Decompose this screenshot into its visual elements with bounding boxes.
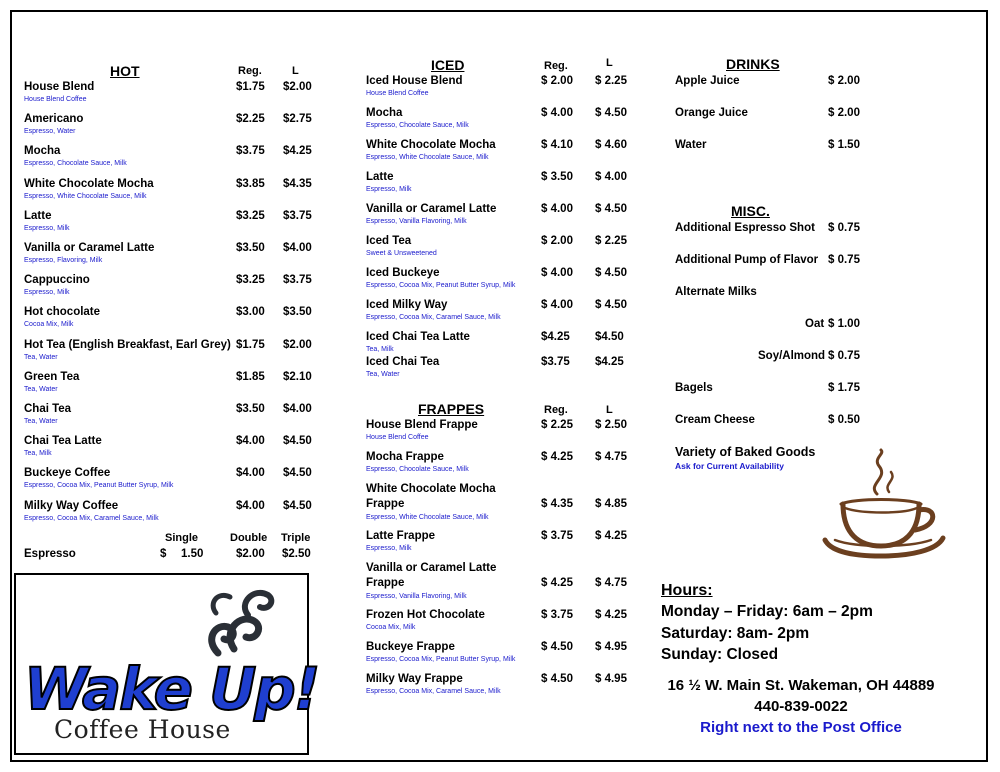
- menu-item: [24, 274, 333, 302]
- large-price: $4.50: [283, 499, 312, 512]
- large-price: $ 4.95: [595, 641, 627, 653]
- frappes-col-large: L: [606, 404, 613, 416]
- menu-item: [366, 171, 645, 199]
- menu-item-name: White Chocolate Mocha: [366, 139, 496, 151]
- misc-oat-name: Oat: [805, 318, 825, 330]
- menu-item-ingredients: Espresso, Chocolate Sauce, Milk: [366, 466, 469, 473]
- hot-col-large: L: [292, 65, 299, 77]
- large-price: $ 4.85: [595, 498, 627, 510]
- menu-item-ingredients: Espresso, Cocoa Mix, Caramel Sauce, Milk: [24, 514, 159, 522]
- regular-price: $4.00: [236, 499, 265, 512]
- hours-weekdays: Monday – Friday: 6am – 2pm: [661, 603, 873, 620]
- menu-item-name: House Blend Frappe: [366, 419, 478, 431]
- menu-item-ingredients: Espresso, Vanilla Flavoring, Milk: [366, 218, 467, 225]
- large-price: $ 2.25: [595, 75, 627, 87]
- large-price: $ 4.00: [595, 171, 627, 183]
- menu-item-ingredients: Espresso, Milk: [366, 545, 412, 552]
- regular-price: $2.25: [236, 113, 265, 126]
- hours-title: Hours:: [661, 582, 713, 599]
- menu-item-name: Chai Tea Latte: [24, 435, 102, 448]
- regular-price: $1.75: [236, 338, 265, 351]
- regular-price: $ 4.00: [541, 267, 573, 279]
- regular-price: $3.50: [236, 403, 265, 415]
- logo-subtitle: Coffee House: [54, 715, 231, 744]
- menu-item-ingredients: House Blend Coffee: [24, 96, 87, 103]
- steam-swirl-icon: [198, 583, 278, 657]
- regular-price: $3.25: [236, 209, 265, 222]
- menu-item-name: Iced Chai Tea: [366, 356, 440, 368]
- menu-item-name: Vanilla or Caramel Latte: [366, 203, 497, 215]
- menu-item-ingredients: Tea, Water: [366, 371, 400, 378]
- large-price: $4.50: [283, 467, 312, 480]
- menu-item: [366, 267, 645, 295]
- menu-item-name: Hot chocolate: [24, 306, 101, 319]
- large-price: $ 4.50: [595, 203, 627, 215]
- menu-item-ingredients: Espresso, Cocoa Mix, Caramel Sauce, Milk: [366, 688, 501, 695]
- regular-price: $ 3.75: [541, 609, 573, 621]
- regular-price: $ 4.35: [541, 498, 573, 510]
- regular-price: $ 4.50: [541, 641, 573, 653]
- large-price: $ 4.95: [595, 673, 627, 685]
- large-price: $ 2.25: [595, 235, 627, 247]
- menu-item-ingredients: Espresso, Water: [24, 128, 76, 136]
- regular-price: $4.00: [236, 467, 265, 480]
- logo-wordmark: Wake Up!: [24, 655, 319, 723]
- menu-item: [366, 139, 645, 167]
- menu-item-ingredients: Tea, Water: [24, 385, 58, 393]
- misc-flavor-pump-price: $ 0.75: [828, 254, 860, 266]
- logo-box: [14, 573, 319, 755]
- menu-item-ingredients: Tea, Water: [24, 418, 58, 425]
- landmark-note: Right next to the Post Office: [700, 719, 902, 736]
- drink-name: Apple Juice: [675, 75, 740, 87]
- menu-item-ingredients: Tea, Milk: [366, 346, 394, 353]
- menu-item: [366, 641, 645, 669]
- espresso-col-triple: Triple: [281, 532, 311, 544]
- menu-item: [24, 371, 333, 399]
- large-price: $ 4.75: [595, 577, 627, 589]
- hours-sunday: Sunday: Closed: [661, 646, 779, 663]
- large-price: $ 4.25: [595, 530, 627, 542]
- regular-price: $3.85: [236, 177, 265, 190]
- menu-item: [366, 203, 645, 231]
- large-price: $4.25: [283, 145, 312, 158]
- menu-item-name: Hot Tea (English Breakfast, Earl Grey): [24, 338, 231, 351]
- menu-item-name-line2: Frappe: [366, 577, 405, 589]
- misc-cream-cheese-price: $ 0.50: [828, 414, 860, 426]
- espresso-single-price: 1.50: [181, 548, 204, 560]
- large-price: $4.50: [595, 331, 624, 343]
- menu-item-name: White Chocolate Mocha: [24, 177, 154, 190]
- regular-price: $3.50: [236, 242, 265, 254]
- menu-item-name: Iced Chai Tea Latte: [366, 331, 470, 343]
- large-price: $ 4.75: [595, 451, 627, 463]
- regular-price: $ 4.25: [541, 451, 573, 463]
- menu-item: [366, 562, 645, 606]
- regular-price: $4.00: [236, 435, 265, 448]
- menu-item: [24, 178, 333, 206]
- menu-item-name: Latte Frappe: [366, 530, 436, 542]
- menu-item: [366, 331, 645, 359]
- phone-number: 440-839-0022: [754, 698, 848, 715]
- misc-alt-milks-label: Alternate Milks: [675, 286, 757, 298]
- regular-price: $ 4.10: [541, 139, 573, 151]
- regular-price: $1.85: [236, 370, 265, 383]
- frappes-col-reg: Reg.: [544, 404, 568, 416]
- menu-item: [366, 419, 645, 447]
- menu-item-ingredients: Espresso, Vanilla Flavoring, Milk: [366, 593, 467, 600]
- menu-item-name: Mocha Frappe: [366, 451, 444, 463]
- menu-item-name: Milky Way Coffee: [24, 499, 119, 512]
- drink-name: Water: [675, 139, 707, 151]
- menu-item-name: White Chocolate Mocha: [366, 483, 496, 495]
- hot-header: HOT: [110, 63, 140, 79]
- large-price: $4.35: [283, 177, 312, 190]
- misc-espresso-shot-price: $ 0.75: [828, 222, 860, 234]
- menu-item: [366, 609, 645, 637]
- espresso-name: Espresso: [24, 548, 76, 560]
- menu-item: [24, 306, 333, 334]
- menu-item: [24, 145, 333, 173]
- menu-item-name: Iced House Blend: [366, 75, 463, 87]
- espresso-dollar: $: [160, 548, 167, 560]
- frappes-header: FRAPPES: [418, 401, 485, 417]
- large-price: $2.00: [283, 81, 312, 93]
- menu-item-ingredients: Espresso, Milk: [24, 289, 70, 297]
- regular-price: $ 4.00: [541, 107, 573, 119]
- large-price: $ 4.50: [595, 107, 627, 119]
- regular-price: $ 2.00: [541, 75, 573, 87]
- regular-price: $ 4.00: [541, 299, 573, 311]
- menu-item-ingredients: Espresso, Cocoa Mix, Peanut Butter Syrup, Milk: [366, 656, 516, 663]
- menu-item-name: Milky Way Frappe: [366, 673, 463, 685]
- menu-item: [366, 235, 645, 263]
- regular-price: $3.25: [236, 274, 265, 287]
- regular-price: $ 3.50: [541, 171, 573, 183]
- misc-espresso-shot-name: Additional Espresso Shot: [675, 222, 815, 234]
- menu-item-ingredients: Espresso, Chocolate Sauce, Milk: [366, 122, 469, 129]
- menu-item: [24, 500, 333, 528]
- menu-item: [366, 530, 645, 558]
- menu-item: [366, 483, 645, 527]
- misc-soy-price: $ 0.75: [828, 350, 860, 362]
- menu-item-ingredients: Tea, Milk: [24, 450, 52, 458]
- large-price: $3.75: [283, 209, 312, 222]
- menu-item-ingredients: House Blend Coffee: [366, 90, 429, 97]
- menu-item-name: Vanilla or Caramel Latte: [366, 562, 497, 574]
- menu-item-name: Cappuccino: [24, 274, 90, 287]
- menu-item: [366, 299, 645, 327]
- coffee-cup-icon: [815, 448, 950, 560]
- menu-item-name: Buckeye Frappe: [366, 641, 455, 653]
- menu-item: [24, 210, 333, 238]
- regular-price: $ 4.25: [541, 577, 573, 589]
- menu-item-name: Buckeye Coffee: [24, 467, 111, 480]
- menu-item: [24, 403, 333, 431]
- regular-price: $4.25: [541, 331, 570, 343]
- regular-price: $3.00: [236, 306, 265, 319]
- regular-price: $3.75: [236, 145, 265, 158]
- menu-item-name: Frozen Hot Chocolate: [366, 609, 485, 621]
- large-price: $ 2.50: [595, 419, 627, 431]
- menu-item-ingredients: Espresso, Milk: [24, 224, 70, 232]
- misc-baked-goods: Variety of Baked Goods: [675, 445, 816, 459]
- large-price: $ 4.60: [595, 139, 627, 151]
- espresso-col-double: Double: [230, 532, 268, 544]
- menu-item-ingredients: Sweet & Unsweetened: [366, 250, 437, 257]
- misc-soy-name: Soy/Almond: [758, 350, 826, 362]
- menu-item-name: Green Tea: [24, 370, 80, 383]
- menu-item-name: House Blend: [24, 81, 95, 93]
- drink-price: $ 2.00: [828, 107, 860, 119]
- iced-col-reg: Reg.: [544, 60, 568, 72]
- menu-item: [366, 75, 645, 103]
- large-price: $3.50: [283, 306, 312, 319]
- menu-item: [366, 673, 645, 701]
- menu-item: [24, 467, 333, 495]
- large-price: $4.50: [283, 435, 312, 448]
- menu-item-name: Iced Tea: [366, 235, 412, 247]
- large-price: $4.00: [283, 242, 312, 254]
- hot-col-reg: Reg.: [238, 65, 262, 77]
- large-price: $ 4.50: [595, 299, 627, 311]
- menu-item-ingredients: House Blend Coffee: [366, 434, 429, 441]
- regular-price: $ 2.00: [541, 235, 573, 247]
- drink-price: $ 2.00: [828, 75, 860, 87]
- menu-item-name-line2: Frappe: [366, 498, 405, 510]
- menu-item-name: Chai Tea: [24, 403, 72, 415]
- menu-item-name: Vanilla or Caramel Latte: [24, 242, 155, 254]
- misc-cream-cheese-name: Cream Cheese: [675, 414, 755, 426]
- menu-item-ingredients: Espresso, Cocoa Mix, Peanut Butter Syrup, Milk: [366, 282, 516, 289]
- iced-header: ICED: [431, 57, 465, 73]
- menu-item-ingredients: Cocoa Mix, Milk: [366, 624, 416, 631]
- misc-bagels-name: Bagels: [675, 382, 713, 394]
- menu-item-name: Mocha: [24, 145, 61, 158]
- menu-item-ingredients: Espresso, Milk: [366, 186, 412, 193]
- menu-item-ingredients: Espresso, Cocoa Mix, Caramel Sauce, Milk: [366, 314, 501, 321]
- menu-item-name: Americano: [24, 113, 84, 126]
- menu-item-ingredients: Espresso, Cocoa Mix, Peanut Butter Syrup, Milk: [24, 482, 174, 490]
- menu-item: [24, 113, 333, 141]
- regular-price: $ 2.25: [541, 419, 573, 431]
- large-price: $2.10: [283, 370, 312, 383]
- menu-item-name: Mocha: [366, 107, 403, 119]
- iced-col-large: L: [606, 57, 613, 69]
- menu-item: [366, 107, 645, 135]
- regular-price: $ 4.00: [541, 203, 573, 215]
- menu-item-ingredients: Tea, Water: [24, 353, 58, 361]
- misc-header: MISC.: [731, 203, 770, 219]
- menu-item-ingredients: Espresso, White Chocolate Sauce, Milk: [24, 192, 147, 200]
- large-price: $ 4.50: [595, 267, 627, 279]
- regular-price: $ 3.75: [541, 530, 573, 542]
- hours-saturday: Saturday: 8am- 2pm: [661, 625, 810, 642]
- menu-item-name: Iced Buckeye: [366, 267, 440, 279]
- misc-baked-note: Ask for Current Availability: [675, 461, 784, 471]
- menu-item-ingredients: Cocoa Mix, Milk: [24, 321, 74, 329]
- menu-item-ingredients: Espresso, Flavoring, Milk: [24, 257, 103, 264]
- drink-name: Orange Juice: [675, 107, 748, 119]
- menu-item: [24, 81, 333, 109]
- menu-item: [24, 435, 333, 463]
- misc-flavor-pump-name: Additional Pump of Flavor: [675, 254, 819, 266]
- regular-price: $3.75: [541, 356, 570, 368]
- large-price: $4.25: [595, 356, 624, 368]
- menu-item-ingredients: Espresso, Chocolate Sauce, Milk: [24, 160, 127, 168]
- drinks-header: DRINKS: [726, 56, 780, 72]
- large-price: $4.00: [283, 403, 312, 415]
- espresso-triple-price: $2.50: [282, 548, 311, 560]
- menu-item: [366, 451, 645, 479]
- large-price: $ 4.25: [595, 609, 627, 621]
- menu-item-name: Iced Milky Way: [366, 299, 448, 311]
- espresso-double-price: $2.00: [236, 548, 265, 560]
- menu-item: [24, 242, 333, 270]
- large-price: $2.75: [283, 113, 312, 126]
- regular-price: $ 4.50: [541, 673, 573, 685]
- large-price: $2.00: [283, 338, 312, 351]
- menu-item: [24, 339, 333, 367]
- menu-item-name: Latte: [24, 209, 52, 222]
- menu-item-name: Latte: [366, 171, 394, 183]
- menu-item-ingredients: Espresso, White Chocolate Sauce, Milk: [366, 514, 489, 521]
- misc-oat-price: $ 1.00: [828, 318, 860, 330]
- menu-item: [366, 356, 645, 384]
- address: 16 ½ W. Main St. Wakeman, OH 44889: [667, 677, 935, 694]
- regular-price: $1.75: [236, 81, 265, 93]
- espresso-col-single: Single: [165, 532, 199, 544]
- large-price: $3.75: [283, 274, 312, 287]
- misc-bagels-price: $ 1.75: [828, 382, 860, 394]
- menu-item-ingredients: Espresso, White Chocolate Sauce, Milk: [366, 154, 489, 161]
- drink-price: $ 1.50: [828, 139, 860, 151]
